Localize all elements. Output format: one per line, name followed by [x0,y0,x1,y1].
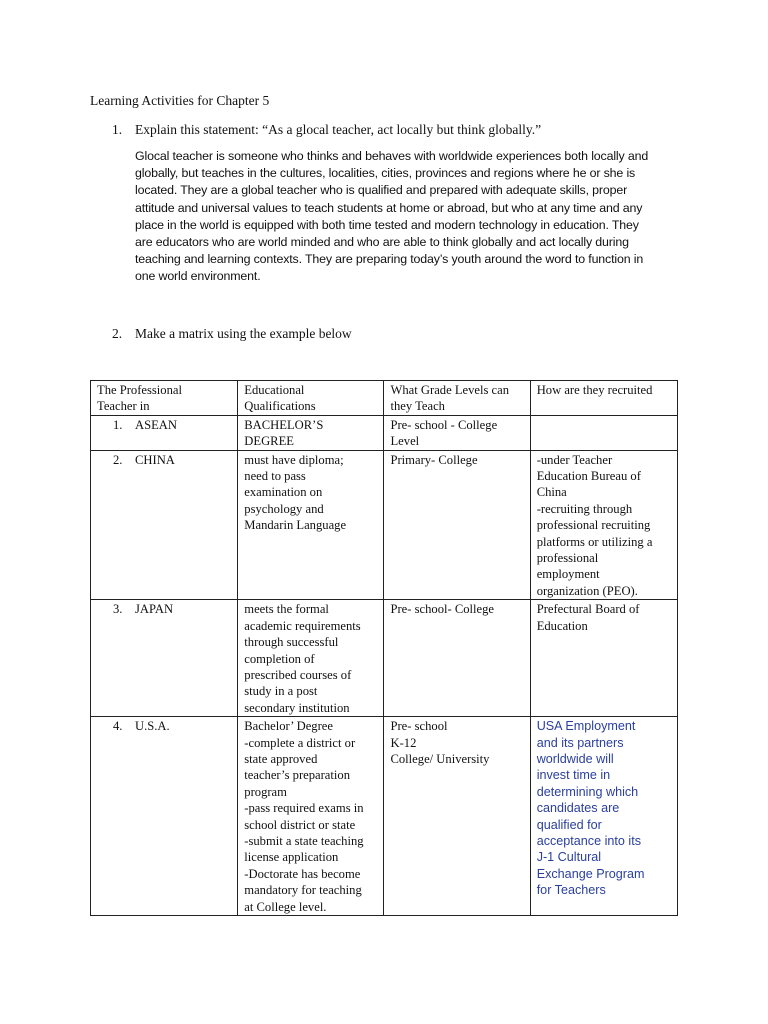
cell-line: prescribed courses of [244,667,352,682]
answer-line: teaching and learning contexts. They are preparing today’s youth around the word to function in [135,252,644,267]
document-title: Learning Activities for Chapter 5 [90,93,270,108]
recruitment-cell [530,600,677,717]
country-cell [91,600,238,717]
cell-line: for Teachers [536,883,606,898]
cell-line: Pre- school- College [390,602,495,617]
answer-line: are educators who are world minded and who are able to think globally and act locally during [135,235,629,250]
header-line: The Professional [97,383,182,397]
cell-line: BACHELOR’S [244,417,324,432]
header-line: Educational [244,383,305,397]
table-row [91,717,678,916]
answer-line: place in the world is equipped with both time tested and modern technology in education. They [135,217,639,232]
table-row [91,600,678,717]
grades-cell [384,450,530,600]
qualifications-cell [238,450,384,600]
cell-line: psychology and [244,501,324,516]
row-number: 2. [113,452,123,467]
cell-line: need to pass [244,469,306,484]
qualifications-cell [238,415,384,450]
cell-line: J-1 Cultural [536,850,602,865]
country-name: U.S.A. [135,719,170,734]
answer-line: Glocal teacher is someone who thinks and behaves with worldwide experiences both locally and [135,149,649,163]
cell-line: at College level. [244,899,327,914]
answer-line: one world environment. [135,269,261,284]
cell-line: College/ University [390,751,490,766]
cell-line: Education [536,618,588,633]
question-1 [112,121,541,138]
recruitment-cell [530,717,677,916]
cell-line: determining which [536,784,639,799]
question-1-text: Explain this statement: “As a glocal teacher, act locally but think globally.” [135,122,542,137]
header-line: How are they recruited [536,383,653,397]
cell-line: USA Employment [536,719,636,734]
table-header-row [91,381,678,416]
header-line: What Grade Levels can [390,383,510,397]
cell-line: professional [536,551,599,566]
cell-line: Pre- school [390,719,448,734]
country-cell [91,415,238,450]
cell-line: Pre- school - College [390,417,498,432]
cell-line: employment [536,567,600,582]
question-2-number: 2. [112,326,123,341]
grades-cell [384,415,530,450]
cell-line: K-12 [390,735,417,750]
cell-line: completion of [244,651,315,666]
cell-line: meets the formal [244,602,329,617]
cell-line: -under Teacher [536,452,613,467]
cell-line: Bachelor’ Degree [244,719,333,734]
cell-line: state approved [244,751,318,766]
qualifications-cell [238,717,384,916]
header-line: they Teach [390,399,445,414]
cell-line: must have diploma; [244,452,344,467]
cell-line: examination on [244,485,323,500]
cell-line: organization (PEO). [536,583,638,598]
answer-line: attitude and universal values to teach students at home or abroad, but who at any time and any [135,200,643,215]
table-row [91,450,678,600]
row-number: 1. [113,417,123,432]
qualifications-cell [238,600,384,717]
question-2-text: Make a matrix using the example below [135,326,352,341]
cell-line: through successful [244,635,339,650]
cell-line: -submit a state teaching [244,833,364,848]
cell-line: worldwide will [536,751,614,766]
cell-line: school district or state [244,817,356,832]
header-cell-professional-teacher [91,381,238,416]
answer-line: globally, but teaches in the cultures, localities, cities, provinces and regions where he or she is [135,166,636,181]
header-cell-grade-levels [384,381,530,416]
cell-line: -Doctorate has become [244,866,361,881]
cell-line: invest time in [536,768,611,783]
country-name: ASEAN [135,417,177,432]
cell-line: qualified for [536,817,602,832]
cell-line: license application [244,850,339,865]
cell-line: secondary institution [244,700,350,715]
cell-line: DEGREE [244,434,294,449]
country-cell [91,717,238,916]
table-row [91,415,678,450]
teacher-matrix-table [90,380,678,916]
cell-line: professional recruiting [536,518,651,533]
cell-line: China [536,485,567,500]
cell-line: -complete a district or [244,735,356,750]
country-cell [91,450,238,600]
row-number: 4. [113,719,123,734]
question-2 [112,325,352,342]
header-cell-recruitment [530,381,677,416]
cell-line: Prefectural Board of [536,602,640,617]
row-number: 3. [113,602,123,617]
cell-line: -recruiting through [536,501,633,516]
recruitment-cell [530,415,677,450]
cell-line: program [244,784,287,799]
answer-line: located. They are a global teacher who is qualified and prepared with adequate skills, proper [135,183,628,198]
cell-line: study in a post [244,684,318,699]
question-1-number: 1. [112,122,123,137]
cell-line: Exchange Program [536,866,645,881]
cell-line: Mandarin Language [244,518,347,533]
country-name: CHINA [135,452,175,467]
header-line: Teacher in [97,399,150,414]
cell-line: acceptance into its [536,833,641,848]
cell-line: teacher’s preparation [244,768,350,783]
recruitment-cell [530,450,677,600]
header-cell-qualifications [238,381,384,416]
cell-line: candidates are [536,801,620,816]
grades-cell [384,600,530,717]
country-name: JAPAN [135,602,174,617]
cell-line: mandatory for teaching [244,883,362,898]
cell-line: -pass required exams in [244,801,364,816]
cell-line: Level [390,434,420,449]
answer-paragraph [135,148,680,286]
cell-line: Education Bureau of [536,469,641,484]
grades-cell [384,717,530,916]
cell-line: and its partners [536,735,624,750]
cell-line: Primary- College [390,452,478,467]
header-line: Qualifications [244,399,316,414]
cell-line: platforms or utilizing a [536,534,653,549]
cell-line: academic requirements [244,618,361,633]
